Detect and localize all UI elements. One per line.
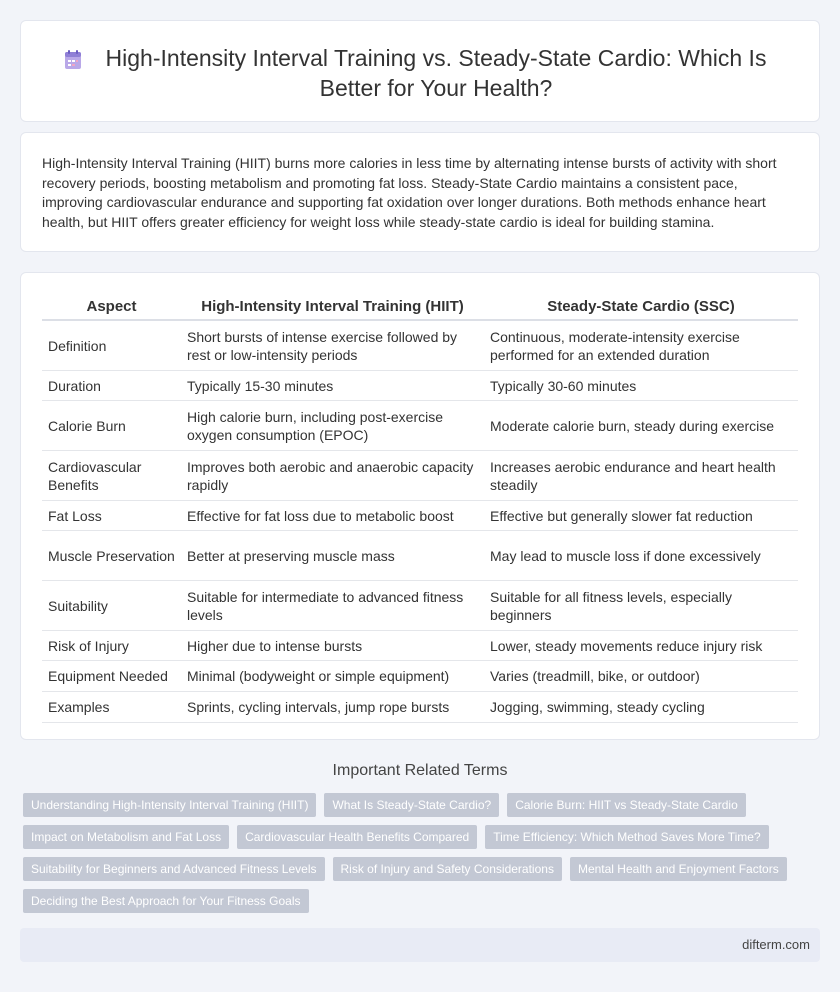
related-term-tag[interactable]: Suitability for Beginners and Advanced Fitness Levels [23,857,325,881]
title-card [20,20,820,122]
table-cell: Suitability [42,581,181,631]
related-term-tag[interactable]: Impact on Metabolism and Fat Loss [23,825,229,849]
table-row [42,531,798,581]
column-header-aspect: Aspect [42,293,181,321]
table-cell: Minimal (bodyweight or simple equipment) [181,661,484,692]
table-cell: Jogging, swimming, steady cycling [484,692,798,723]
comparison-table [42,293,798,723]
comparison-card [20,272,820,740]
table-cell: Effective for fat loss due to metabolic boost [181,501,484,531]
related-terms-list [23,793,813,913]
table-row [42,501,798,531]
table-cell: Suitable for intermediate to advanced fitness levels [181,581,484,631]
table-cell: Calorie Burn [42,401,181,451]
table-cell: Definition [42,321,181,371]
related-term-tag[interactable]: Calorie Burn: HIIT vs Steady-State Cardio [507,793,746,817]
related-term-tag[interactable]: Time Efficiency: Which Method Saves More Time? [485,825,768,849]
table-cell: Risk of Injury [42,631,181,661]
table-row [42,371,798,401]
table-cell: Lower, steady movements reduce injury risk [484,631,798,661]
intro-card [20,132,820,252]
table-cell: Improves both aerobic and anaerobic capacity rapidly [181,451,484,501]
table-row [42,321,798,371]
column-header-hiit: High-Intensity Interval Training (HIIT) [181,293,484,321]
table-row [42,692,798,723]
column-header-ssc: Steady-State Cardio (SSC) [484,293,798,321]
site-name[interactable]: difterm.com [742,937,810,952]
table-row [42,581,798,631]
table-cell: Increases aerobic endurance and heart health steadily [484,451,798,501]
table-cell: Typically 15-30 minutes [181,371,484,401]
table-row [42,451,798,501]
table-cell: Varies (treadmill, bike, or outdoor) [484,661,798,692]
table-row [42,631,798,661]
table-cell: Equipment Needed [42,661,181,692]
table-cell: Fat Loss [42,501,181,531]
table-cell: Muscle Preservation [42,531,181,581]
table-header-row [42,293,798,321]
related-term-tag[interactable]: Deciding the Best Approach for Your Fitness Goals [23,889,309,913]
table-cell: High calorie burn, including post-exercise oxygen consumption (EPOC) [181,401,484,451]
related-terms-heading: Important Related Terms [332,762,508,779]
page-title: High-Intensity Interval Training vs. Steady-State Cardio: Which Is Better for Your Health? [105,45,767,101]
table-cell: Suitable for all fitness levels, especially beginners [484,581,798,631]
table-cell: May lead to muscle loss if done excessively [484,531,798,581]
intro-paragraph: High-Intensity Interval Training (HIIT) burns more calories in less time by alternating intense bursts of activity with short recovery periods, boosting metabolism and promoting fat loss. Steady-State Cardio maintains a consistent pace, improving cardiovascular endurance and supporting fat oxidation over longer durations. Both methods enhance heart health, but HIIT offers greater efficiency for weight loss while steady-state cardio is ideal for building stamina. [42,155,777,230]
table-cell: Typically 30-60 minutes [484,371,798,401]
table-cell: Duration [42,371,181,401]
related-term-tag[interactable]: Understanding High-Intensity Interval Training (HIIT) [23,793,316,817]
related-term-tag[interactable]: Mental Health and Enjoyment Factors [570,857,787,881]
related-term-tag[interactable]: Cardiovascular Health Benefits Compared [237,825,477,849]
table-cell: Sprints, cycling intervals, jump rope bursts [181,692,484,723]
table-cell: Moderate calorie burn, steady during exercise [484,401,798,451]
table-row [42,401,798,451]
table-cell: Effective but generally slower fat reduction [484,501,798,531]
table-row [42,661,798,692]
footer [20,928,820,962]
table-cell: Higher due to intense bursts [181,631,484,661]
table-cell: Better at preserving muscle mass [181,531,484,581]
related-term-tag[interactable]: What Is Steady-State Cardio? [324,793,499,817]
table-cell: Cardiovascular Benefits [42,451,181,501]
table-cell: Examples [42,692,181,723]
table-cell: Short bursts of intense exercise followed by rest or low-intensity periods [181,321,484,371]
related-term-tag[interactable]: Risk of Injury and Safety Considerations [333,857,562,881]
table-cell: Continuous, moderate-intensity exercise performed for an extended duration [484,321,798,371]
